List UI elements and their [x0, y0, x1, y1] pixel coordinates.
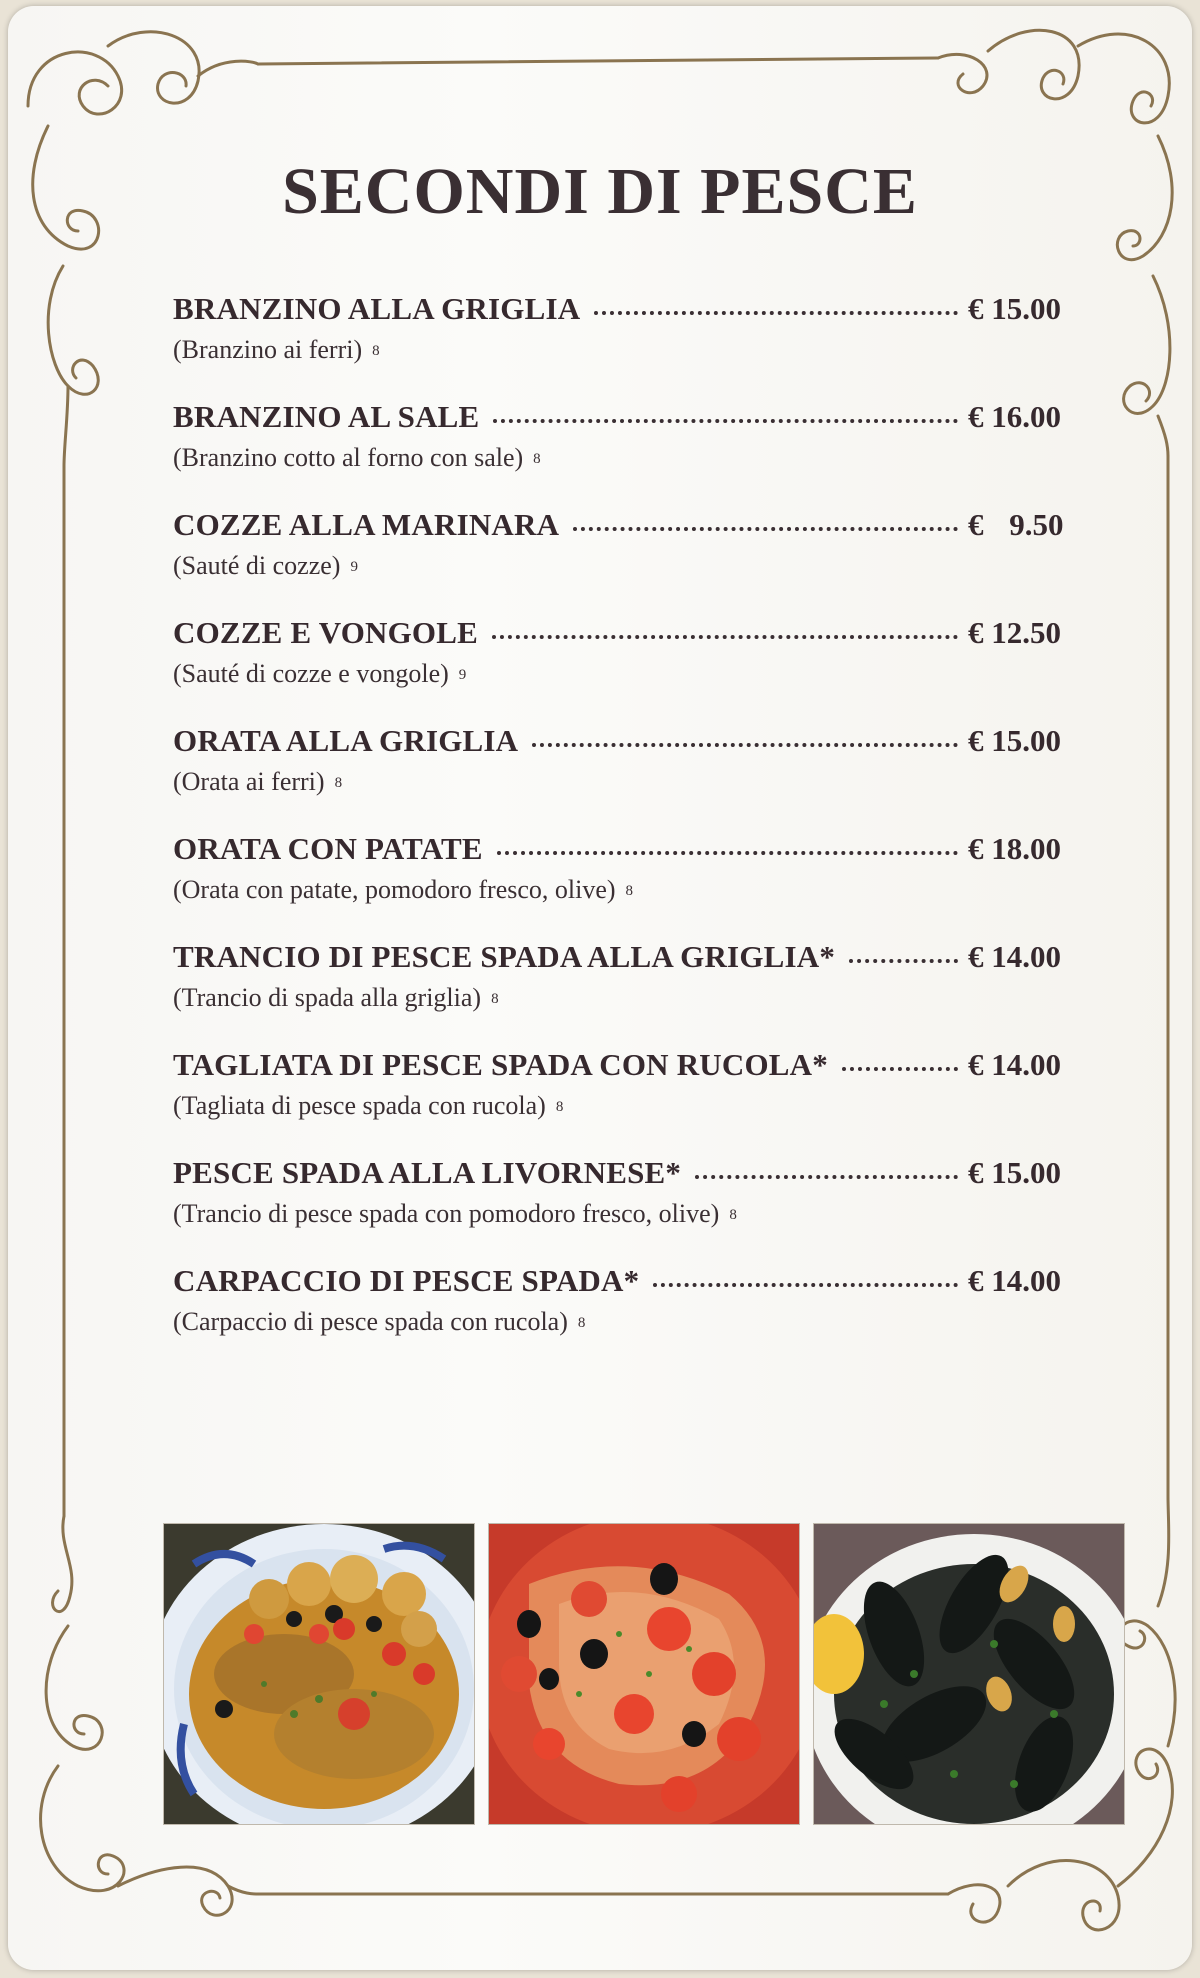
- currency-symbol: €: [968, 291, 984, 326]
- menu-item-price: [968, 399, 1088, 435]
- allergen-code: 8: [372, 343, 380, 359]
- menu-item: [173, 507, 1088, 615]
- description-text: (Sauté di cozze): [173, 551, 341, 580]
- description-text: (Sauté di cozze e vongole): [173, 659, 449, 688]
- price-amount: 14.00: [991, 939, 1061, 974]
- currency-symbol: €: [968, 615, 984, 650]
- description-text: (Branzino ai ferri): [173, 335, 363, 364]
- menu-item-description: [173, 875, 1088, 905]
- dot-leader: [493, 411, 958, 423]
- menu-item-row: [173, 291, 1088, 331]
- menu-item-row: [173, 723, 1088, 763]
- menu-item-row: [173, 399, 1088, 439]
- allergen-code: 9: [458, 667, 467, 683]
- menu-item-price: [968, 1263, 1088, 1299]
- fish-in-tomato-sauce-photo: [488, 1523, 800, 1825]
- dot-leader: [492, 627, 958, 639]
- menu-item-price: [968, 507, 1088, 543]
- menu-item: [173, 1263, 1088, 1371]
- menu-item-name: PESCE SPADA ALLA LIVORNESE*: [173, 1155, 682, 1190]
- price-amount: 15.00: [991, 723, 1061, 758]
- description-text: (Carpaccio di pesce spada con rucola): [173, 1307, 568, 1336]
- menu-list: [173, 291, 1088, 1371]
- dot-leader: [532, 735, 958, 747]
- menu-item: [173, 399, 1088, 507]
- price-amount: 9.50: [1009, 507, 1064, 542]
- price-amount: 16.00: [991, 399, 1061, 434]
- allergen-code: 8: [625, 883, 634, 899]
- menu-item-description: [173, 983, 1088, 1013]
- menu-item-name: ORATA CON PATATE: [173, 831, 483, 866]
- currency-symbol: €: [968, 1155, 984, 1190]
- dot-leader: [849, 951, 958, 963]
- menu-item-price: [968, 831, 1088, 867]
- currency-symbol: €: [968, 507, 984, 542]
- currency-symbol: €: [968, 1263, 984, 1298]
- menu-page: [8, 6, 1192, 1970]
- menu-item-name: ORATA ALLA GRIGLIA: [173, 723, 519, 758]
- menu-item-row: [173, 615, 1088, 655]
- menu-item-name: COZZE E VONGOLE: [173, 615, 478, 650]
- currency-symbol: €: [968, 723, 984, 758]
- fish-with-potatoes-photo: [163, 1523, 475, 1825]
- menu-item-name: COZZE ALLA MARINARA: [173, 507, 560, 542]
- menu-item-price: [968, 723, 1088, 759]
- menu-item: [173, 291, 1088, 399]
- page-title: SECONDI DI PESCE: [282, 155, 918, 228]
- description-text: (Orata con patate, pomodoro fresco, olive): [173, 875, 616, 904]
- menu-item: [173, 615, 1088, 723]
- menu-item: [173, 723, 1088, 831]
- currency-symbol: €: [968, 399, 984, 434]
- menu-item-name: CARPACCIO DI PESCE SPADA*: [173, 1263, 640, 1298]
- description-text: (Orata ai ferri): [173, 767, 325, 796]
- allergen-code: 8: [334, 775, 343, 791]
- price-amount: 18.00: [991, 831, 1061, 866]
- menu-item-description: [173, 1307, 1088, 1337]
- menu-item-description: [173, 335, 1088, 365]
- menu-item-name: BRANZINO AL SALE: [173, 399, 480, 434]
- menu-item-row: [173, 1047, 1088, 1087]
- currency-symbol: €: [968, 939, 984, 974]
- allergen-code: 8: [491, 991, 499, 1007]
- currency-symbol: €: [968, 1047, 984, 1082]
- menu-item-row: [173, 831, 1088, 871]
- menu-item-price: [968, 939, 1088, 975]
- allergen-code: 8: [533, 451, 541, 467]
- menu-item-price: [968, 615, 1088, 651]
- allergen-code: 8: [577, 1315, 586, 1331]
- description-text: (Trancio di pesce spada con pomodoro fresco, olive): [173, 1199, 720, 1228]
- menu-item-description: [173, 443, 1088, 473]
- menu-item-name: BRANZINO ALLA GRIGLIA: [173, 291, 581, 326]
- menu-item-description: [173, 551, 1088, 581]
- menu-item-name: TRANCIO DI PESCE SPADA ALLA GRIGLIA*: [173, 939, 836, 974]
- currency-symbol: €: [968, 831, 984, 866]
- menu-item-price: [968, 1155, 1088, 1191]
- dot-leader: [594, 303, 958, 315]
- dot-leader: [695, 1167, 958, 1179]
- menu-item-price: [968, 1047, 1088, 1083]
- description-text: (Tagliata di pesce spada con rucola): [173, 1091, 546, 1120]
- mussels-photo: [813, 1523, 1125, 1825]
- allergen-code: 9: [350, 559, 358, 575]
- menu-item-name: TAGLIATA DI PESCE SPADA CON RUCOLA*: [173, 1047, 828, 1082]
- menu-item-row: [173, 939, 1088, 979]
- menu-item-row: [173, 1263, 1088, 1303]
- price-amount: 12.50: [991, 615, 1061, 650]
- menu-item-description: [173, 659, 1088, 689]
- menu-item: [173, 831, 1088, 939]
- dot-leader: [653, 1275, 958, 1287]
- price-amount: 15.00: [991, 1155, 1061, 1190]
- price-amount: 15.00: [991, 291, 1061, 326]
- dot-leader: [497, 843, 958, 855]
- description-text: (Trancio di spada alla griglia): [173, 983, 482, 1012]
- menu-item-description: [173, 1199, 1088, 1229]
- menu-item: [173, 939, 1088, 1047]
- allergen-code: 8: [555, 1099, 564, 1115]
- dot-leader: [573, 519, 958, 531]
- menu-item-row: [173, 507, 1088, 547]
- menu-item-description: [173, 767, 1088, 797]
- description-text: (Branzino cotto al forno con sale): [173, 443, 524, 472]
- menu-item: [173, 1047, 1088, 1155]
- menu-item-description: [173, 1091, 1088, 1121]
- price-amount: 14.00: [991, 1047, 1061, 1082]
- menu-item-row: [173, 1155, 1088, 1195]
- menu-item: [173, 1155, 1088, 1263]
- allergen-code: 8: [729, 1207, 737, 1223]
- price-amount: 14.00: [991, 1263, 1061, 1298]
- menu-item-price: [968, 291, 1088, 327]
- dot-leader: [842, 1059, 958, 1071]
